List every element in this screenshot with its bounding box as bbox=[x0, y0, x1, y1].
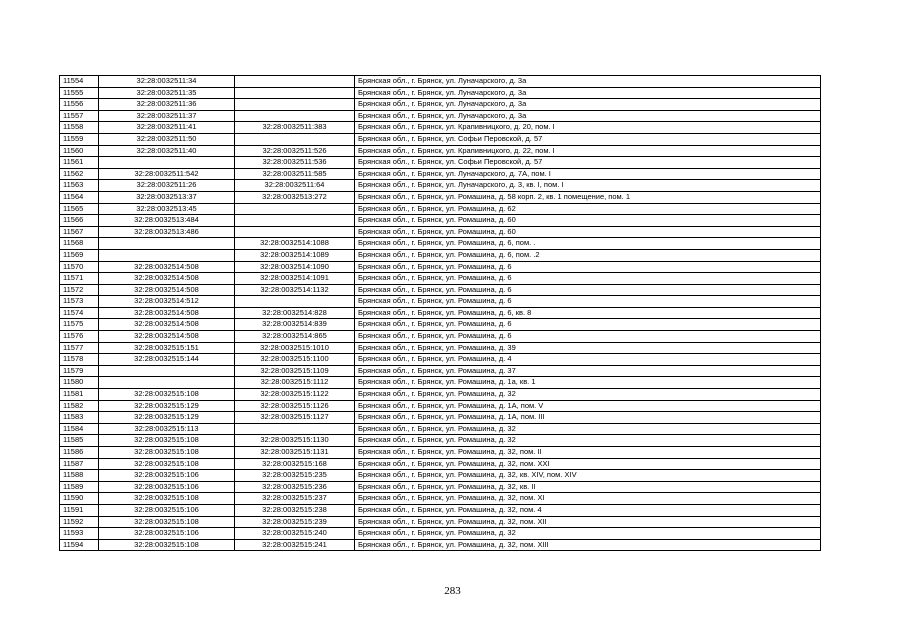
address-cell: Брянская обл., г. Брянск, ул. Ромашина, д. 32, пом. XI bbox=[355, 493, 821, 505]
row-number-cell: 11560 bbox=[60, 145, 99, 157]
address-cell: Брянская обл., г. Брянск, ул. Ромашина, д. 1А, пом. V bbox=[355, 400, 821, 412]
address-cell: Брянская обл., г. Брянск, ул. Луначарского, д. 3а bbox=[355, 99, 821, 111]
row-number-cell: 11575 bbox=[60, 319, 99, 331]
table-row bbox=[60, 191, 821, 203]
cadastral-number-cell: 32:28:0032511:50 bbox=[99, 133, 235, 145]
address-cell: Брянская обл., г. Брянск, ул. Ромашина, д. 32 bbox=[355, 423, 821, 435]
row-number-cell: 11571 bbox=[60, 273, 99, 285]
row-number-cell: 11589 bbox=[60, 481, 99, 493]
cadastral-number-cell: 32:28:0032514:508 bbox=[99, 261, 235, 273]
address-cell: Брянская обл., г. Брянск, ул. Ромашина, д. 6 bbox=[355, 261, 821, 273]
address-cell: Брянская обл., г. Брянск, ул. Крапивницкого, д. 20, пом. I bbox=[355, 122, 821, 134]
object-cadastral-number-cell: 32:28:0032514:1132 bbox=[235, 284, 355, 296]
row-number-cell: 11564 bbox=[60, 191, 99, 203]
row-number-cell: 11559 bbox=[60, 133, 99, 145]
row-number-cell: 11580 bbox=[60, 377, 99, 389]
address-cell: Брянская обл., г. Брянск, ул. Ромашина, д. 6 bbox=[355, 331, 821, 343]
row-number-cell: 11579 bbox=[60, 365, 99, 377]
address-cell: Брянская обл., г. Брянск, ул. Ромашина, д. 32, кв. XIV, пом. XIV bbox=[355, 470, 821, 482]
object-cadastral-number-cell: 32:28:0032515:1109 bbox=[235, 365, 355, 377]
table-row bbox=[60, 342, 821, 354]
object-cadastral-number-cell: 32:28:0032515:168 bbox=[235, 458, 355, 470]
object-cadastral-number-cell: 32:28:0032511:526 bbox=[235, 145, 355, 157]
table-row bbox=[60, 539, 821, 551]
object-cadastral-number-cell bbox=[235, 87, 355, 99]
object-cadastral-number-cell: 32:28:0032515:1122 bbox=[235, 389, 355, 401]
row-number-cell: 11555 bbox=[60, 87, 99, 99]
table-row bbox=[60, 365, 821, 377]
object-cadastral-number-cell: 32:28:0032514:828 bbox=[235, 307, 355, 319]
row-number-cell: 11558 bbox=[60, 122, 99, 134]
table-row bbox=[60, 87, 821, 99]
table-row bbox=[60, 180, 821, 192]
cadastral-number-cell: 32:28:0032515:129 bbox=[99, 412, 235, 424]
cadastral-number-cell: 32:28:0032511:40 bbox=[99, 145, 235, 157]
cadastral-number-cell: 32:28:0032515:113 bbox=[99, 423, 235, 435]
cadastral-number-cell: 32:28:0032515:151 bbox=[99, 342, 235, 354]
object-cadastral-number-cell: 32:28:0032515:241 bbox=[235, 539, 355, 551]
address-cell: Брянская обл., г. Брянск, ул. Ромашина, д. 32, пом. II bbox=[355, 447, 821, 459]
row-number-cell: 11588 bbox=[60, 470, 99, 482]
cadastral-number-cell: 32:28:0032514:508 bbox=[99, 331, 235, 343]
row-number-cell: 11557 bbox=[60, 110, 99, 122]
cadastral-number-cell: 32:28:0032511:41 bbox=[99, 122, 235, 134]
cadastral-number-cell: 32:28:0032511:34 bbox=[99, 76, 235, 88]
object-cadastral-number-cell: 32:28:0032511:383 bbox=[235, 122, 355, 134]
object-cadastral-number-cell bbox=[235, 99, 355, 111]
table-row bbox=[60, 76, 821, 88]
cadastral-number-cell: 32:28:0032515:108 bbox=[99, 539, 235, 551]
row-number-cell: 11562 bbox=[60, 168, 99, 180]
object-cadastral-number-cell: 32:28:0032511:536 bbox=[235, 157, 355, 169]
table-row bbox=[60, 481, 821, 493]
cadastral-number-cell: 32:28:0032515:108 bbox=[99, 493, 235, 505]
table-row bbox=[60, 238, 821, 250]
cadastral-number-cell: 32:28:0032515:106 bbox=[99, 528, 235, 540]
address-cell: Брянская обл., г. Брянск, ул. Ромашина, д. 32 bbox=[355, 528, 821, 540]
cadastral-number-cell: 32:28:0032514:508 bbox=[99, 284, 235, 296]
row-number-cell: 11583 bbox=[60, 412, 99, 424]
row-number-cell: 11586 bbox=[60, 447, 99, 459]
object-cadastral-number-cell bbox=[235, 203, 355, 215]
cadastral-number-cell: 32:28:0032511:37 bbox=[99, 110, 235, 122]
address-cell: Брянская обл., г. Брянск, ул. Луначарского, д. 3, кв. I, пом. I bbox=[355, 180, 821, 192]
table-row bbox=[60, 447, 821, 459]
object-cadastral-number-cell: 32:28:0032515:1131 bbox=[235, 447, 355, 459]
object-cadastral-number-cell: 32:28:0032515:1010 bbox=[235, 342, 355, 354]
row-number-cell: 11556 bbox=[60, 99, 99, 111]
row-number-cell: 11567 bbox=[60, 226, 99, 238]
address-cell: Брянская обл., г. Брянск, ул. Ромашина, д. 37 bbox=[355, 365, 821, 377]
row-number-cell: 11569 bbox=[60, 249, 99, 261]
cadastral-number-cell: 32:28:0032514:508 bbox=[99, 319, 235, 331]
address-cell: Брянская обл., г. Брянск, ул. Ромашина, д. 6, пом. .2 bbox=[355, 249, 821, 261]
table-row bbox=[60, 528, 821, 540]
cadastral-number-cell bbox=[99, 157, 235, 169]
table-row bbox=[60, 516, 821, 528]
row-number-cell: 11584 bbox=[60, 423, 99, 435]
row-number-cell: 11572 bbox=[60, 284, 99, 296]
table-row bbox=[60, 284, 821, 296]
object-cadastral-number-cell: 32:28:0032515:1130 bbox=[235, 435, 355, 447]
cadastral-number-cell: 32:28:0032515:108 bbox=[99, 516, 235, 528]
row-number-cell: 11563 bbox=[60, 180, 99, 192]
address-cell: Брянская обл., г. Брянск, ул. Луначарского, д. 3а bbox=[355, 87, 821, 99]
row-number-cell: 11565 bbox=[60, 203, 99, 215]
address-cell: Брянская обл., г. Брянск, ул. Луначарского, д. 3а bbox=[355, 110, 821, 122]
address-cell: Брянская обл., г. Брянск, ул. Ромашина, д. 32, пом. XII bbox=[355, 516, 821, 528]
table-row bbox=[60, 168, 821, 180]
cadastral-number-cell: 32:28:0032515:144 bbox=[99, 354, 235, 366]
row-number-cell: 11576 bbox=[60, 331, 99, 343]
object-cadastral-number-cell: 32:28:0032515:237 bbox=[235, 493, 355, 505]
table-row bbox=[60, 470, 821, 482]
table-row bbox=[60, 504, 821, 516]
table-row bbox=[60, 435, 821, 447]
cadastral-number-cell: 32:28:0032515:108 bbox=[99, 447, 235, 459]
object-cadastral-number-cell: 32:28:0032515:240 bbox=[235, 528, 355, 540]
row-number-cell: 11581 bbox=[60, 389, 99, 401]
address-cell: Брянская обл., г. Брянск, ул. Ромашина, д. 6, пом. . bbox=[355, 238, 821, 250]
address-cell: Брянская обл., г. Брянск, ул. Ромашина, д. 1А, пом. III bbox=[355, 412, 821, 424]
object-cadastral-number-cell: 32:28:0032511:585 bbox=[235, 168, 355, 180]
cadastral-number-cell: 32:28:0032515:108 bbox=[99, 389, 235, 401]
address-cell: Брянская обл., г. Брянск, ул. Ромашина, д. 6 bbox=[355, 273, 821, 285]
object-cadastral-number-cell: 32:28:0032515:239 bbox=[235, 516, 355, 528]
table-row bbox=[60, 249, 821, 261]
table-row bbox=[60, 296, 821, 308]
cadastral-table bbox=[59, 75, 821, 551]
object-cadastral-number-cell: 32:28:0032515:236 bbox=[235, 481, 355, 493]
row-number-cell: 11592 bbox=[60, 516, 99, 528]
cadastral-number-cell: 32:28:0032515:108 bbox=[99, 458, 235, 470]
cadastral-number-cell: 32:28:0032511:35 bbox=[99, 87, 235, 99]
table-row bbox=[60, 99, 821, 111]
object-cadastral-number-cell: 32:28:0032515:1100 bbox=[235, 354, 355, 366]
address-cell: Брянская обл., г. Брянск, ул. Ромашина, д. 4 bbox=[355, 354, 821, 366]
object-cadastral-number-cell bbox=[235, 226, 355, 238]
row-number-cell: 11573 bbox=[60, 296, 99, 308]
row-number-cell: 11590 bbox=[60, 493, 99, 505]
cadastral-number-cell: 32:28:0032511:542 bbox=[99, 168, 235, 180]
address-cell: Брянская обл., г. Брянск, ул. Луначарского, д. 7А, пом. I bbox=[355, 168, 821, 180]
cadastral-number-cell bbox=[99, 365, 235, 377]
cadastral-number-cell: 32:28:0032513:486 bbox=[99, 226, 235, 238]
object-cadastral-number-cell: 32:28:0032514:1091 bbox=[235, 273, 355, 285]
object-cadastral-number-cell bbox=[235, 110, 355, 122]
cadastral-number-cell: 32:28:0032511:36 bbox=[99, 99, 235, 111]
cadastral-number-cell: 32:28:0032515:108 bbox=[99, 435, 235, 447]
address-cell: Брянская обл., г. Брянск, ул. Ромашина, д. 60 bbox=[355, 226, 821, 238]
table-row bbox=[60, 203, 821, 215]
cadastral-number-cell: 32:28:0032515:106 bbox=[99, 504, 235, 516]
cadastral-number-cell: 32:28:0032513:484 bbox=[99, 215, 235, 227]
cadastral-number-cell: 32:28:0032514:508 bbox=[99, 273, 235, 285]
table-row bbox=[60, 261, 821, 273]
row-number-cell: 11574 bbox=[60, 307, 99, 319]
table-row bbox=[60, 319, 821, 331]
object-cadastral-number-cell bbox=[235, 133, 355, 145]
row-number-cell: 11554 bbox=[60, 76, 99, 88]
row-number-cell: 11585 bbox=[60, 435, 99, 447]
object-cadastral-number-cell: 32:28:0032514:1089 bbox=[235, 249, 355, 261]
object-cadastral-number-cell: 32:28:0032514:865 bbox=[235, 331, 355, 343]
table-row bbox=[60, 307, 821, 319]
row-number-cell: 11566 bbox=[60, 215, 99, 227]
table-row bbox=[60, 215, 821, 227]
address-cell: Брянская обл., г. Брянск, ул. Софьи Перовской, д. 57 bbox=[355, 157, 821, 169]
address-cell: Брянская обл., г. Брянск, ул. Ромашина, д. 6, кв. 8 bbox=[355, 307, 821, 319]
object-cadastral-number-cell: 32:28:0032515:235 bbox=[235, 470, 355, 482]
table-row bbox=[60, 412, 821, 424]
address-cell: Брянская обл., г. Брянск, ул. Ромашина, д. 39 bbox=[355, 342, 821, 354]
object-cadastral-number-cell: 32:28:0032515:238 bbox=[235, 504, 355, 516]
address-cell: Брянская обл., г. Брянск, ул. Ромашина, д. 60 bbox=[355, 215, 821, 227]
cadastral-number-cell bbox=[99, 377, 235, 389]
row-number-cell: 11587 bbox=[60, 458, 99, 470]
row-number-cell: 11578 bbox=[60, 354, 99, 366]
object-cadastral-number-cell bbox=[235, 76, 355, 88]
cadastral-number-cell: 32:28:0032515:106 bbox=[99, 481, 235, 493]
table-row bbox=[60, 122, 821, 134]
table-row bbox=[60, 389, 821, 401]
table-row bbox=[60, 423, 821, 435]
object-cadastral-number-cell: 32:28:0032514:1090 bbox=[235, 261, 355, 273]
table-row bbox=[60, 110, 821, 122]
object-cadastral-number-cell: 32:28:0032515:1127 bbox=[235, 412, 355, 424]
object-cadastral-number-cell: 32:28:0032514:1088 bbox=[235, 238, 355, 250]
address-cell: Брянская обл., г. Брянск, ул. Луначарского, д. 3а bbox=[355, 76, 821, 88]
address-cell: Брянская обл., г. Брянск, ул. Ромашина, д. 58 корп. 2, кв. 1 помещение, пом. 1 bbox=[355, 191, 821, 203]
address-cell: Брянская обл., г. Брянск, ул. Ромашина, д. 32, пом. XXI bbox=[355, 458, 821, 470]
table-row bbox=[60, 493, 821, 505]
table-row bbox=[60, 145, 821, 157]
address-cell: Брянская обл., г. Брянск, ул. Ромашина, д. 6 bbox=[355, 284, 821, 296]
row-number-cell: 11593 bbox=[60, 528, 99, 540]
object-cadastral-number-cell: 32:28:0032513:272 bbox=[235, 191, 355, 203]
row-number-cell: 11594 bbox=[60, 539, 99, 551]
table-row bbox=[60, 273, 821, 285]
address-cell: Брянская обл., г. Брянск, ул. Ромашина, д. 32 bbox=[355, 389, 821, 401]
address-cell: Брянская обл., г. Брянск, ул. Ромашина, д. 32, кв. II bbox=[355, 481, 821, 493]
address-cell: Брянская обл., г. Брянск, ул. Ромашина, д. 6 bbox=[355, 319, 821, 331]
cadastral-number-cell bbox=[99, 238, 235, 250]
cadastral-number-cell bbox=[99, 249, 235, 261]
row-number-cell: 11591 bbox=[60, 504, 99, 516]
address-cell: Брянская обл., г. Брянск, ул. Софьи Перовской, д. 57 bbox=[355, 133, 821, 145]
object-cadastral-number-cell: 32:28:0032511:64 bbox=[235, 180, 355, 192]
row-number-cell: 11570 bbox=[60, 261, 99, 273]
cadastral-number-cell: 32:28:0032513:45 bbox=[99, 203, 235, 215]
object-cadastral-number-cell: 32:28:0032514:839 bbox=[235, 319, 355, 331]
address-cell: Брянская обл., г. Брянск, ул. Ромашина, д. 32 bbox=[355, 435, 821, 447]
table-row bbox=[60, 458, 821, 470]
object-cadastral-number-cell bbox=[235, 296, 355, 308]
address-cell: Брянская обл., г. Брянск, ул. Ромашина, д. 62 bbox=[355, 203, 821, 215]
cadastral-number-cell: 32:28:0032515:129 bbox=[99, 400, 235, 412]
object-cadastral-number-cell: 32:28:0032515:1126 bbox=[235, 400, 355, 412]
row-number-cell: 11582 bbox=[60, 400, 99, 412]
table-row bbox=[60, 400, 821, 412]
cadastral-number-cell: 32:28:0032514:508 bbox=[99, 307, 235, 319]
object-cadastral-number-cell: 32:28:0032515:1112 bbox=[235, 377, 355, 389]
object-cadastral-number-cell bbox=[235, 215, 355, 227]
cadastral-number-cell: 32:28:0032514:512 bbox=[99, 296, 235, 308]
row-number-cell: 11568 bbox=[60, 238, 99, 250]
address-cell: Брянская обл., г. Брянск, ул. Ромашина, д. 32, пом. XIII bbox=[355, 539, 821, 551]
address-cell: Брянская обл., г. Брянск, ул. Ромашина, д. 6 bbox=[355, 296, 821, 308]
address-cell: Брянская обл., г. Брянск, ул. Крапивницкого, д. 22, пом. I bbox=[355, 145, 821, 157]
table-row bbox=[60, 354, 821, 366]
cadastral-number-cell: 32:28:0032511:26 bbox=[99, 180, 235, 192]
page-number: 283 bbox=[444, 585, 461, 597]
object-cadastral-number-cell bbox=[235, 423, 355, 435]
table-row bbox=[60, 157, 821, 169]
table-body bbox=[60, 76, 821, 551]
address-cell: Брянская обл., г. Брянск, ул. Ромашина, д. 1а, кв. 1 bbox=[355, 377, 821, 389]
row-number-cell: 11561 bbox=[60, 157, 99, 169]
table-row bbox=[60, 133, 821, 145]
table-row bbox=[60, 331, 821, 343]
address-cell: Брянская обл., г. Брянск, ул. Ромашина, д. 32, пом. 4 bbox=[355, 504, 821, 516]
table-row bbox=[60, 377, 821, 389]
table-row bbox=[60, 226, 821, 238]
row-number-cell: 11577 bbox=[60, 342, 99, 354]
cadastral-number-cell: 32:28:0032515:106 bbox=[99, 470, 235, 482]
cadastral-number-cell: 32:28:0032513:37 bbox=[99, 191, 235, 203]
